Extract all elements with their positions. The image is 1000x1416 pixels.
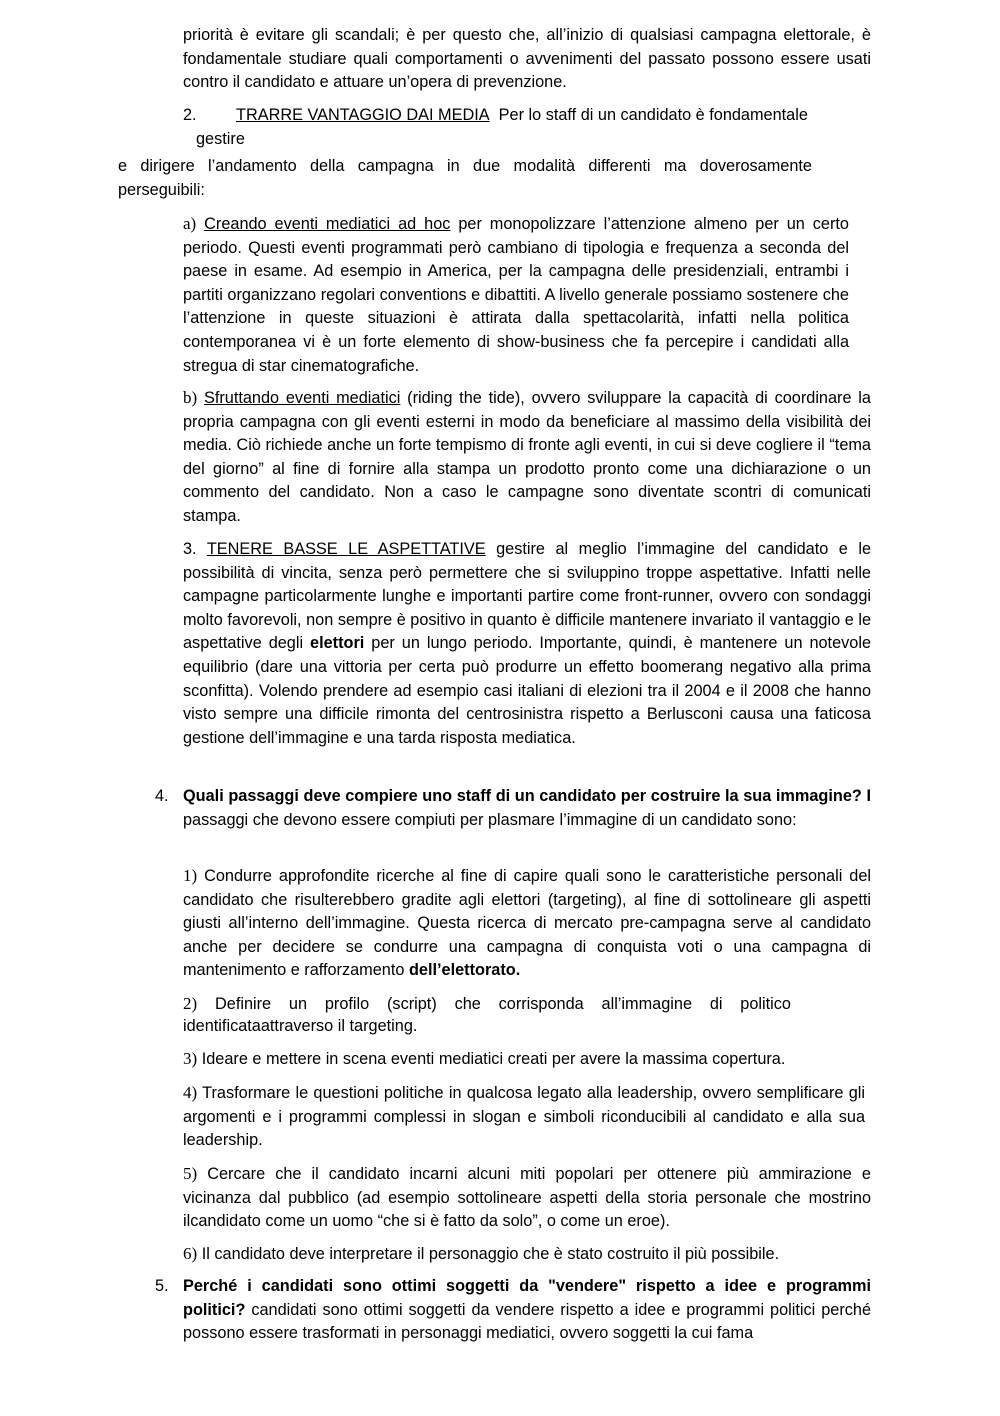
- step-1: [183, 864, 871, 983]
- question-number: 4.: [155, 787, 169, 805]
- item-text: Per lo staff di un candidato è fondamentale: [498, 106, 808, 124]
- sub-item-a: [183, 212, 849, 378]
- item-bold-text: elettori: [310, 634, 365, 653]
- question-4: [183, 785, 871, 832]
- step-3: [183, 1047, 883, 1072]
- question-text: Quali passaggi deve compiere uno staff di un candidato per costruire la sua immagine? I: [183, 787, 871, 805]
- step-2-line2: identificataattraverso il targeting.: [183, 1017, 418, 1035]
- item-heading: TENERE BASSE LE ASPETTATIVE: [206, 540, 486, 558]
- question-text: Perché i candidati sono ottimi soggetti da "vendere" rispetto a idee e programmi politici?: [183, 1277, 871, 1319]
- item-text-end: per un lungo periodo. Importante, quindi, è mantenere un notevole equilibrio (dare una vittoria per certa può produrre un effetto boomerang negativo alla prima sconfitta). Volendo prendere ad esempio casi italiani di elezioni tra il 2004 e il 2008 che hanno visto sempre una difficile rimonta del centrosinistra rispetto a Berlusconi causa una faticosa gestione dell’immagine e una tarda risposta mediatica.: [183, 634, 871, 747]
- step-text: Il candidato deve interpretare il personaggio che è stato costruito il più possibile.: [201, 1245, 780, 1263]
- paragraph-text: priorità è evitare gli scandali; è per questo che, all’inizio di qualsiasi campagna elettorale, è fondamentale studiare quali comportamenti o avvenimenti del passato possono essere usati contro il candidato e attuare un’opera di prevenzione.: [183, 26, 871, 92]
- question-number: 5.: [155, 1277, 169, 1295]
- step-marker: 6): [183, 1244, 198, 1263]
- step-marker: 4): [183, 1083, 198, 1102]
- item-heading: TRARRE VANTAGGIO DAI MEDIA: [236, 106, 490, 124]
- sub-item-marker: b): [183, 388, 198, 407]
- step-bold-text: dell’elettorato.: [408, 961, 521, 980]
- step-text: Cercare che il candidato incarni alcuni miti popolari per ottenere più ammirazione e vicinanza dal pubblico (ad esempio sottolineare aspetti della storia personale che mostrino ilcandidato come un uomo “che si è fatto da solo”, o come un eroe).: [183, 1165, 871, 1231]
- answer-text: candidati sono ottimi soggetti da vendere rispetto a idee e programmi politici perché possono essere trasformati in personaggi mediatici, ovvero soggetti la cui fama: [183, 1300, 871, 1343]
- sub-item-heading: Creando eventi mediatici ad hoc: [204, 215, 451, 233]
- sub-item-text: per monopolizzare l’attenzione almeno per un certo periodo. Questi eventi programmati però cambiano di tipologia e frequenza a seconda del paese in esame. Ad esempio in America, per la campagna delle presidenziali, entrambi i partiti organizzano regolari conventions e dibattiti. A livello generale possiamo sostenere che l’attenzione in queste situazioni è attirata dalla spettacolarità, infatti nella politica contemporanea vi è un forte elemento di show-business che fa percepire i candidati alla stregua di star cinematografiche.: [183, 215, 849, 375]
- list-item-3: [183, 538, 871, 750]
- step-text: Definire un profilo (script) che corrisponda all’immagine di politico: [215, 995, 791, 1013]
- item-number: 2.: [183, 106, 197, 124]
- step-text: Trasformare le questioni politiche in qualcosa legato alla leadership, ovvero semplificare gli argomenti e i programmi complessi in slogan e simboli riconducibili al candidato e alla sua leadership.: [183, 1084, 865, 1150]
- step-2-line1: [183, 992, 791, 1017]
- step-text: Condurre approfondite ricerche al fine di capire quali sono le caratteristiche personali del candidato che risulterebbero gradite agli elettori (targeting), al fine di sottolineare gli aspetti giusti all’interno dell’immagine. Questa ricerca di mercato pre-campagna serve al candidato anche per decidere se condurre una campagna di conquista voti o una campagna di mantenimento e rafforzamento: [183, 867, 872, 980]
- item-2-continuation: [118, 155, 812, 202]
- paragraph-top: [183, 24, 871, 95]
- answer-text: passaggi che devono essere compiuti per plasmare l’immagine di un candidato sono:: [183, 810, 797, 829]
- step-5: [183, 1162, 871, 1234]
- sub-item-heading: Sfruttando eventi mediatici: [203, 389, 401, 407]
- paragraph-text: e dirigere l’andamento della campagna in due modalità differenti ma doverosamente perseguibili:: [118, 157, 812, 199]
- item-2-line2: gestire: [196, 130, 245, 148]
- step-6: [183, 1242, 883, 1267]
- question-5: [183, 1275, 871, 1346]
- sub-item-marker: a): [183, 214, 197, 233]
- sub-item-text: (riding the tide), ovvero sviluppare la capacità di coordinare la propria campagna con gli eventi esterni in modo da beneficiare al massimo della visibilità dei media. Ciò richiede anche un forte tempismo di fronte agli eventi, in cui si deve cogliere il “tema del giorno” al fine di fornire alla stampa un prodotto pronto come una dichiarazione o un commento del candidato. Non a caso le campagne sono diventate scontri di comunicati stampa.: [183, 389, 871, 525]
- step-marker: 1): [183, 866, 198, 885]
- sub-item-b: [183, 386, 871, 529]
- step-marker: 5): [183, 1164, 198, 1183]
- item-2-line1: [236, 104, 808, 128]
- item-text: gestire al meglio l’immagine del candidato e le possibilità di vincita, senza però permettere che si sviluppino troppe aspettative. Infatti nelle campagne particolarmente lunghe e importanti partire come front-runner, ovvero con sondaggi molto favorevoli, non sempre è positivo in quanto è difficile mantenere invariato il vantaggio e le aspettative degli: [183, 540, 871, 653]
- step-marker: 2): [183, 994, 198, 1013]
- step-marker: 3): [183, 1049, 198, 1068]
- step-4: [183, 1081, 865, 1153]
- step-text: Ideare e mettere in scena eventi mediatici creati per avere la massima copertura.: [201, 1050, 786, 1068]
- item-number: 3.: [183, 540, 197, 558]
